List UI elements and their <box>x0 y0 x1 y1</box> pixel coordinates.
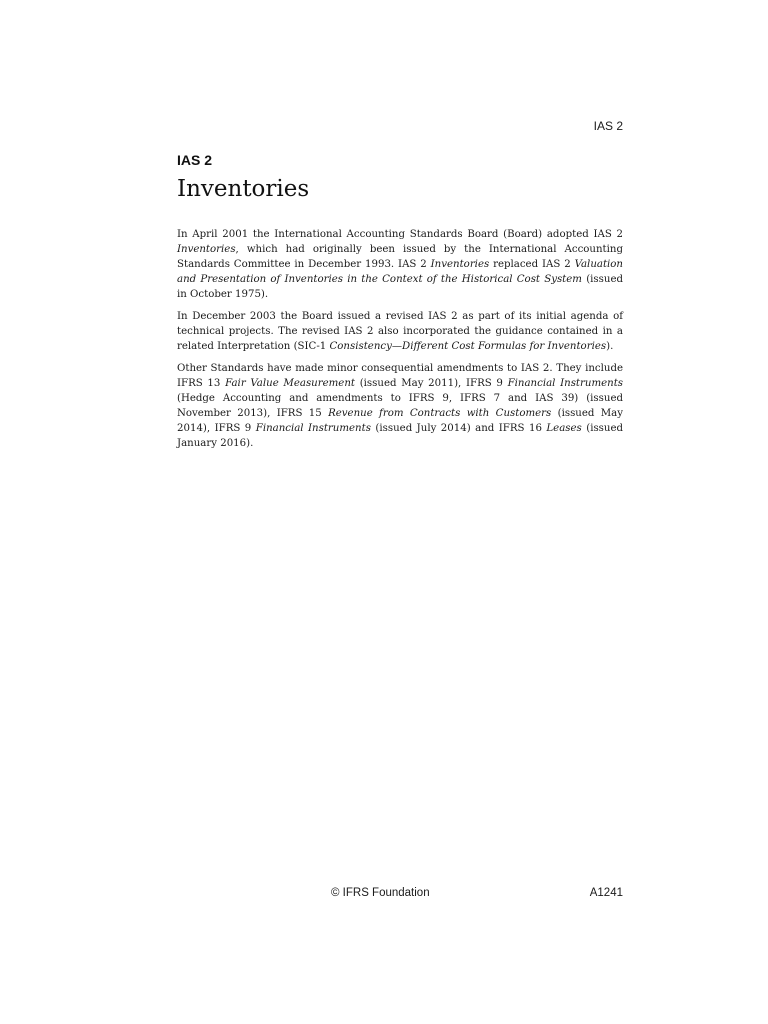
footer-page-number: A1241 <box>589 887 623 899</box>
text-segment: (issued May 2014), IFRS 9 <box>177 408 624 434</box>
text-segment: replaced IAS 2 <box>489 259 575 270</box>
italic-title-segment: Revenue from Contracts with Customers <box>328 408 552 419</box>
italic-title-segment: Valuation and Presentation of Inventories in the Context of the Historical Cost System <box>177 259 623 285</box>
text-segment: In December 2003 the Board issued a revised IAS 2 as part of its initial agenda of technical projects. The revised IAS 2 also incorporated the guidance contained in a related Interpretation (SIC-1 <box>177 311 623 352</box>
running-head: IAS 2 <box>593 119 623 133</box>
italic-title-segment: Financial Instruments <box>507 378 624 389</box>
text-segment: (Hedge Accounting and amendments to IFRS 9, IFRS 7 and IAS 39) (issued November 2013), IFRS 15 <box>177 393 623 419</box>
italic-title-segment: Inventories <box>177 244 236 255</box>
italic-title-segment: Fair Value Measurement <box>225 378 355 389</box>
italic-title-segment: Inventories <box>430 259 490 270</box>
text-segment: (issued January 2016). <box>177 423 624 449</box>
footer-copyright: © IFRS Foundation <box>331 887 430 899</box>
text-segment: (issued in October 1975). <box>177 274 623 300</box>
text-segment: ). <box>606 341 614 352</box>
italic-title-segment: Consistency—Different Cost Formulas for Inventories <box>329 341 607 352</box>
page-title: Inventories <box>177 176 310 202</box>
paragraph <box>177 361 623 451</box>
text-segment: , which had originally been issued by the International Accounting Standards Committee in December 1993. IAS 2 <box>177 244 623 270</box>
paragraph <box>177 309 623 354</box>
introduction-body <box>177 227 623 458</box>
text-segment: (issued May 2011), IFRS 9 <box>355 378 508 389</box>
paragraph <box>177 227 623 302</box>
standard-number-label: IAS 2 <box>177 152 213 168</box>
italic-title-segment: Financial Instruments <box>255 423 371 434</box>
text-segment: Other Standards have made minor consequential amendments to IAS 2. They include IFRS 13 <box>177 363 623 389</box>
italic-title-segment: Leases <box>546 423 582 434</box>
text-segment: In April 2001 the International Accounting Standards Board (Board) adopted IAS 2 <box>177 229 623 240</box>
text-segment: (issued July 2014) and IFRS 16 <box>370 423 547 434</box>
